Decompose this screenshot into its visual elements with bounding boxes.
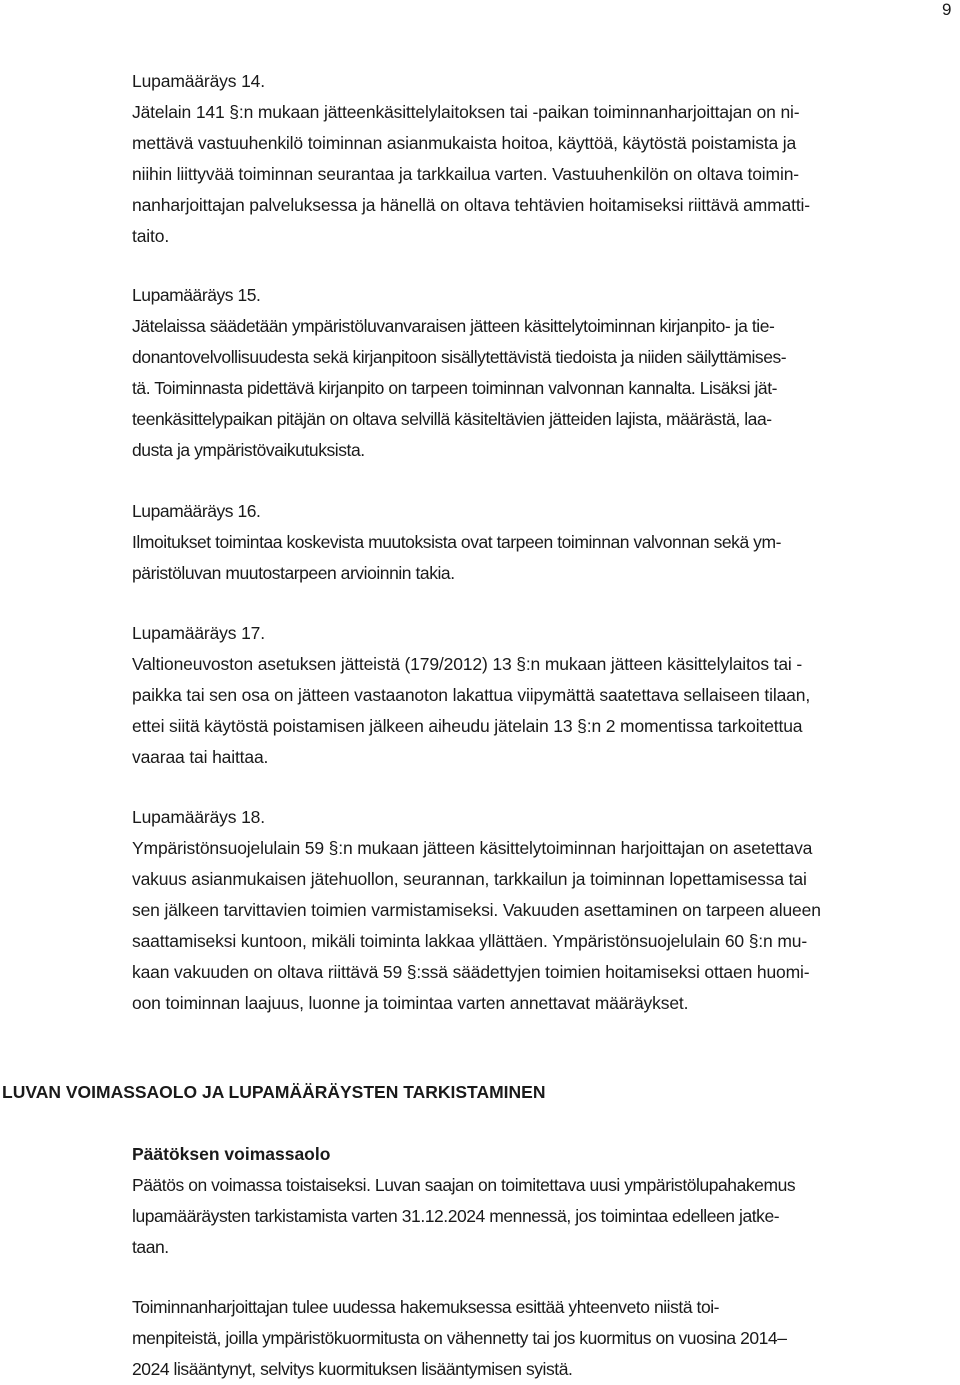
section-title: Lupamääräys 17. xyxy=(132,623,265,643)
text-line: lupamääräysten tarkistamista varten 31.12.2024 mennessä, jos toimintaa edelleen jatke- xyxy=(132,1206,780,1226)
text-line: 2024 lisääntynyt, selvitys kuormituksen lisääntymisen syistä. xyxy=(132,1359,573,1379)
text-line: teenkäsittelypaikan pitäjän on oltava selvillä käsiteltävien jätteiden lajista, määrästä, laa- xyxy=(132,409,772,429)
text-line: taito. xyxy=(132,226,170,246)
page-number: 9 xyxy=(942,0,952,19)
section-title: Lupamääräys 14. xyxy=(132,71,265,91)
text-line: vakuus asianmukaisen jätehuollon, seurannan, tarkkailun ja toiminnan lopettamisessa tai xyxy=(132,869,807,889)
section-heading: LUVAN VOIMASSAOLO JA LUPAMÄÄRÄYSTEN TARKISTAMINEN xyxy=(2,1082,546,1102)
section-title: Lupamääräys 15. xyxy=(132,285,261,305)
text-line: niihin liittyvää toiminnan seurantaa ja tarkkailua varten. Vastuuhenkilön on oltava toimin- xyxy=(132,164,799,184)
text-line: Ilmoitukset toimintaa koskevista muutoksista ovat tarpeen toiminnan valvonnan sekä ym- xyxy=(132,532,781,552)
text-line: päristöluvan muutostarpeen arvioinnin takia. xyxy=(132,563,455,583)
sub-heading: Päätöksen voimassaolo xyxy=(132,1144,331,1164)
text-line: Toiminnanharjoittajan tulee uudessa hakemuksessa esittää yhteenveto niistä toi- xyxy=(132,1297,720,1317)
text-line: ettei siitä käytöstä poistamisen jälkeen aiheudu jätelain 13 §:n 2 momentissa tarkoitettua xyxy=(132,716,803,736)
text-line: Päätös on voimassa toistaiseksi. Luvan saajan on toimitettava uusi ympäristölupahakemus xyxy=(132,1175,796,1195)
text-line: mettävä vastuuhenkilö toiminnan asianmukaista hoitoa, käyttöä, käytöstä poistamista ja xyxy=(132,133,797,153)
text-line: oon toiminnan laajuus, luonne ja toimintaa varten annettavat määräykset. xyxy=(132,993,689,1013)
text-line: sen jälkeen tarvittavien toimien varmistamiseksi. Vakuuden asettaminen on tarpeen alueen xyxy=(132,900,821,920)
text-line: Jätelain 141 §:n mukaan jätteenkäsittelylaitoksen tai -paikan toiminnanharjoittajan on ni- xyxy=(132,102,800,122)
text-line: Valtioneuvoston asetuksen jätteistä (179/2012) 13 §:n mukaan jätteen käsittelylaitos tai - xyxy=(132,654,803,674)
text-line: dusta ja ympäristövaikutuksista. xyxy=(132,440,365,460)
section-15 xyxy=(132,280,960,466)
text-line: donantovelvollisuudesta sekä kirjanpitoon sisällytettävistä tiedoista ja niiden säilyttämises- xyxy=(132,347,787,367)
text-line: menpiteistä, joilla ympäristökuormitusta on vähennetty tai jos kuormitus on vuosina 2014– xyxy=(132,1328,787,1348)
closing-paragraph xyxy=(132,1292,960,1385)
validity-section xyxy=(132,1139,960,1263)
section-title: Lupamääräys 18. xyxy=(132,807,265,827)
text-line: taan. xyxy=(132,1237,169,1257)
text-line: vaaraa tai haittaa. xyxy=(132,747,269,767)
section-title: Lupamääräys 16. xyxy=(132,501,261,521)
section-17 xyxy=(132,618,960,773)
text-line: saattamiseksi kuntoon, mikäli toiminta lakkaa yllättäen. Ympäristönsuojelulain 60 §:n mu- xyxy=(132,931,808,951)
text-line: nanharjoittajan palveluksessa ja hänellä on oltava tehtävien hoitamiseksi riittävä ammatti- xyxy=(132,195,810,215)
section-14 xyxy=(132,66,960,252)
text-line: paikka tai sen osa on jätteen vastaanoton lakattua viipymättä saatettava sellaiseen tilaan, xyxy=(132,685,811,705)
text-line: kaan vakuuden on oltava riittävä 59 §:ssä säädettyjen toimien hoitamiseksi ottaen huomi- xyxy=(132,962,810,982)
section-16 xyxy=(132,496,960,589)
section-18 xyxy=(132,802,960,1019)
text-line: Jätelaissa säädetään ympäristöluvanvaraisen jätteen käsittelytoiminnan kirjanpito- ja tie- xyxy=(132,316,775,336)
text-line: tä. Toiminnasta pidettävä kirjanpito on tarpeen toiminnan valvonnan kannalta. Lisäksi jät- xyxy=(132,378,778,398)
text-line: Ympäristönsuojelulain 59 §:n mukaan jätteen käsittelytoiminnan harjoittajan on asetettava xyxy=(132,838,813,858)
